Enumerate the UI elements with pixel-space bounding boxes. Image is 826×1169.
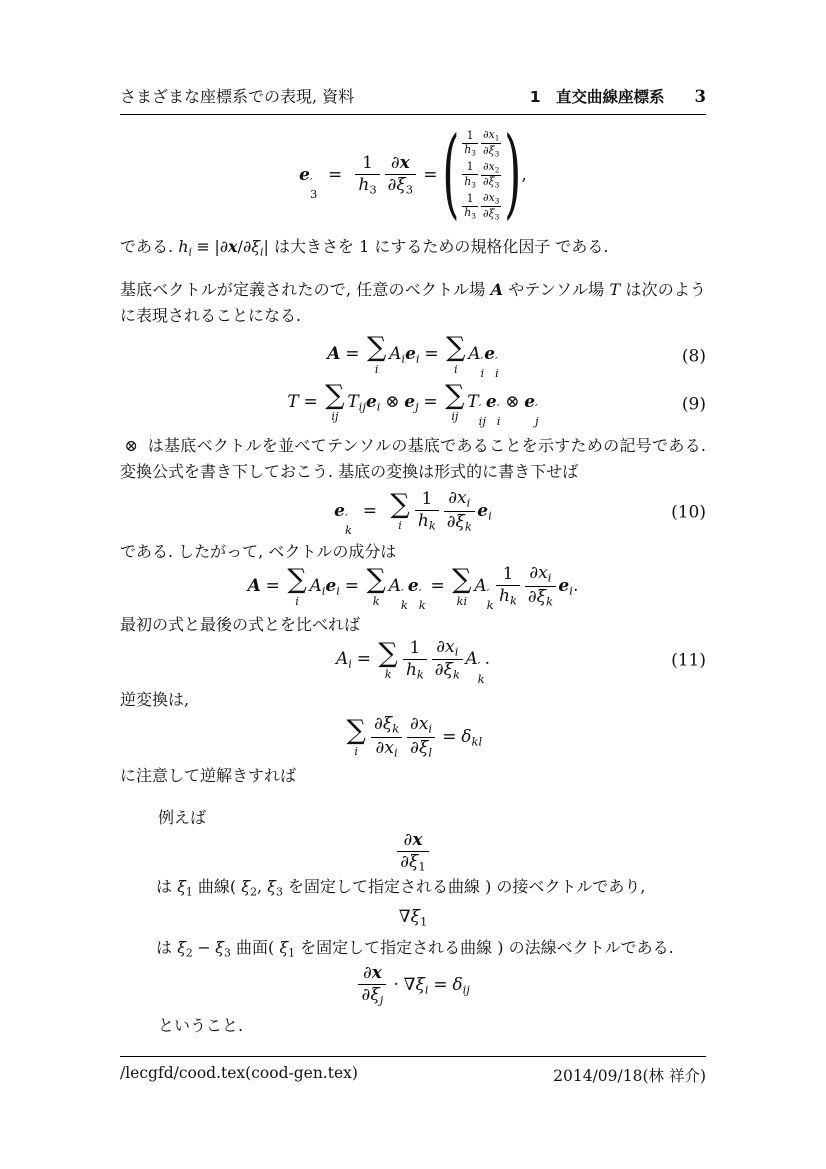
paragraph-conclusion: ということ.	[158, 1015, 244, 1035]
equation-tangent-vector	[120, 831, 706, 874]
equation-body: e ′ k = ∑ i $\frac{1}{h_k}$ $\frac{\partial x_i}{\partial\xi_k}$ $e_i$	[334, 488, 492, 538]
header-document-title: さまざまな座標系での表現, 資料	[120, 87, 355, 106]
equation-body: T = ∑ ij $T_{ij}e_i$ ⊗ $e_j$ = ∑ ij T ′ ij e ′ i ⊗ e ′ j	[287, 379, 539, 428]
paragraph-therefore-components: である. したがって, ベクトルの成分は	[120, 541, 397, 561]
paragraph-tangent-description: は $\xi_1$ 曲線( $\xi_2$, $\xi_3$ を固定して指定される曲線 ) の接ベクトルであり,	[156, 876, 646, 899]
page-header	[120, 84, 706, 115]
paragraph-tensor-product-symbol: ⊗ は基底ベクトルを並べてテンソルの基底であることを示すための記号である. 変換公式を書き下しておこう. 基底の変換は形式的に書き下せば	[120, 436, 706, 482]
equation-component-transform	[120, 638, 706, 685]
equation-number-11: (11)	[671, 650, 706, 671]
footer-date-author: 2014/09/18(林 祥介)	[553, 1067, 706, 1085]
paragraph-normalization-factor: である. $h_i \equiv |\partial x/\partial\xi_i|$ は大きさを 1 にするための規格化因子 である.	[120, 236, 609, 259]
paragraph-note-inverse-solve: に注意して逆解きすれば	[120, 766, 297, 786]
equation-body: ∑ i $\frac{\partial\xi_k}{\partial x_i}$ $\frac{\partial x_i}{\partial\xi_l}$ = $\delta_{kl}$	[346, 714, 483, 760]
equation-vector-expansion	[120, 334, 706, 379]
paragraph-basis-defined: 基底ベクトルが定義されたので, 任意のベクトル場 A やテンソル場 T は次のように表現されることになる.	[120, 279, 707, 325]
footer-source-path: /lecgfd/cood.tex(cood-gen.tex)	[120, 1064, 358, 1082]
equation-body: A = ∑ i $A_ie_i$ = ∑ k A ′ k e ′ k = ∑ ki A ′ k $\frac{1}{h_k}$ $\frac{\partial x_i}{\partial\xi_k}$ $e_i$.	[247, 563, 579, 613]
equation-basis-transform	[120, 489, 706, 536]
header-page-number: 3	[694, 87, 706, 106]
equation-duality-relation	[120, 964, 706, 1007]
equation-body: $\frac{\partial x}{\partial\xi_1}$	[395, 831, 431, 874]
equation-number-9: (9)	[681, 394, 706, 415]
paragraph-for-example: 例えば	[158, 808, 207, 828]
equation-tensor-expansion	[120, 379, 706, 428]
equation-body: A = ∑ i $A_ie_i$ = ∑ i A ′ i e ′ i	[327, 332, 499, 381]
header-section-title: 1 直交曲線座標系	[529, 88, 665, 106]
paragraph-compare-expressions: 最初の式と最後の式とを比べれば	[120, 614, 361, 634]
header-right-group	[530, 85, 706, 107]
equation-number-8: (8)	[681, 346, 706, 367]
equation-body: e ′ 3 = $\frac{1}{h_3}$ $\frac{\partial x}{\partial\xi_3}$ = ( $\frac{1}{h_3}$ $\frac{\partial x_1}{\partial\xi_3}$ $\frac{1}{h_3}$ $\frac{\partial x_2}{\partial\xi_3}$ $\frac{1}{h_3}$ $\frac{\partial x_3}{\partial\xi_3}$ ),	[299, 118, 527, 231]
equation-gradient	[120, 907, 706, 929]
paragraph-inverse-transform: 逆変換は,	[120, 690, 190, 710]
equation-basis-vector-e3	[120, 118, 706, 231]
paragraph-normal-description: は $\xi_2 - \xi_3$ 曲面( $\xi_1$ を固定して指定される曲線 ) の法線ベクトルである.	[156, 938, 674, 960]
equation-body: $\frac{\partial x}{\partial\xi_j}$ · $\nabla\xi_i = \delta_{ij}$	[356, 964, 470, 1007]
equation-orthogonality-relation	[120, 715, 706, 759]
equation-component-expansion	[120, 564, 706, 611]
equation-body: $\nabla\xi_1$	[398, 906, 428, 929]
equation-body: $A_i$ = ∑ k $\frac{1}{h_k}$ $\frac{\partial x_i}{\partial\xi_k}$ A ′ k .	[335, 636, 491, 686]
equation-number-10: (10)	[671, 502, 706, 523]
page-footer	[120, 1056, 706, 1086]
